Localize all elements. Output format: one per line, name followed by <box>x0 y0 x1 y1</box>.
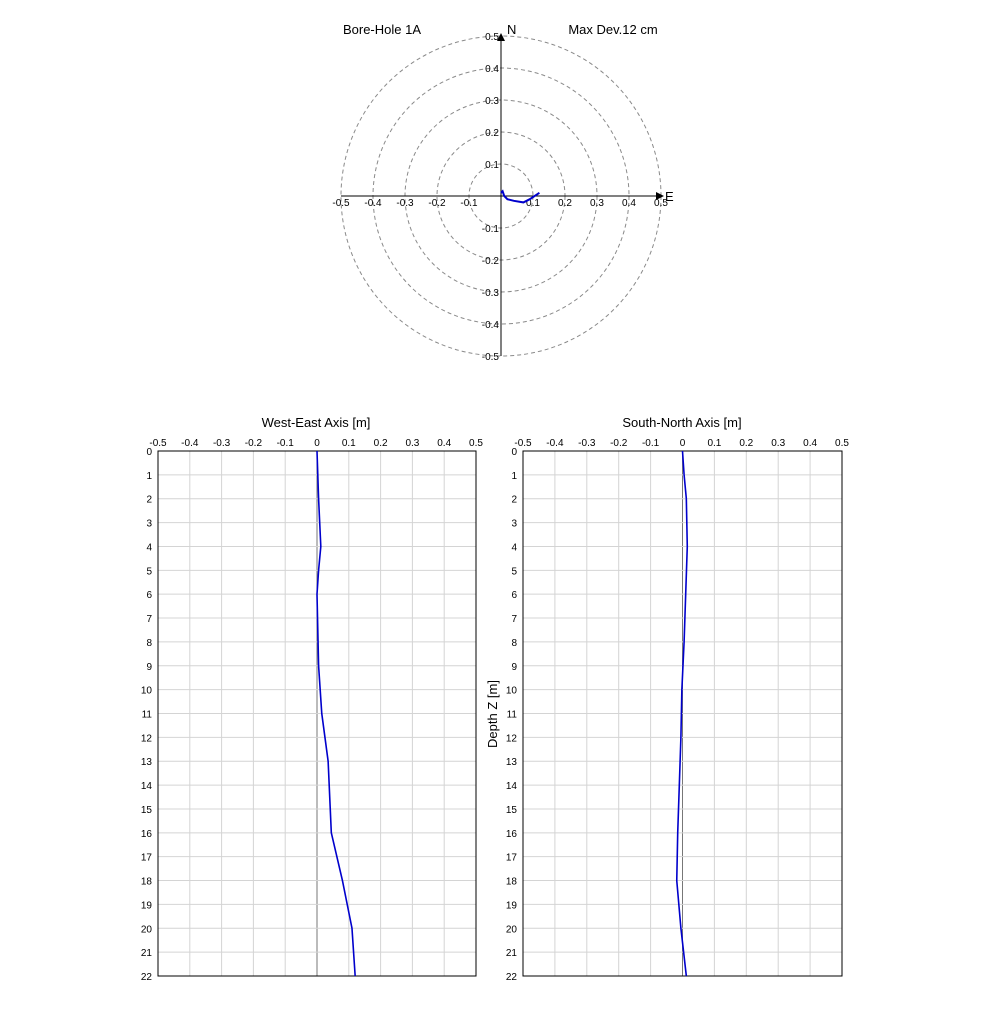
x-tick-label: -0.3 <box>212 438 231 449</box>
south-north-grid <box>523 451 842 976</box>
x-tick-label: 0.1 <box>707 438 722 449</box>
south-north-title: South-North Axis [m] <box>622 415 742 430</box>
x-tick-label: 0.2 <box>739 438 754 449</box>
y-tick-label: 6 <box>146 590 152 602</box>
y-tick-label: 2 <box>511 494 517 506</box>
west-east-title: West-East Axis [m] <box>261 415 371 430</box>
polar-x-tick-label: -0.2 <box>428 198 446 209</box>
x-tick-label: 0.4 <box>803 438 818 449</box>
x-tick-label: -0.5 <box>514 438 532 449</box>
y-tick-label: 14 <box>140 781 152 793</box>
y-tick-label: 10 <box>505 685 517 697</box>
y-tick-label: 1 <box>146 470 152 482</box>
x-tick-label: 0.3 <box>771 438 786 449</box>
x-tick-label: 0.5 <box>469 438 483 449</box>
depth-axis-label: Depth Z [m] <box>485 680 500 748</box>
polar-x-tick-label: 0.2 <box>558 198 572 209</box>
x-tick-label: -0.1 <box>641 438 660 449</box>
polar-y-tick-label: 0.1 <box>485 160 499 171</box>
polar-y-tick-label: 0.3 <box>485 96 499 107</box>
y-tick-label: 4 <box>511 542 517 554</box>
y-tick-label: 12 <box>505 733 517 745</box>
west-east-tick-labels <box>141 438 484 983</box>
y-tick-label: 20 <box>505 924 517 936</box>
y-tick-label: 11 <box>141 709 152 721</box>
x-tick-label: -0.3 <box>578 438 596 449</box>
y-tick-label: 3 <box>511 518 517 530</box>
y-tick-label: 4 <box>146 542 152 554</box>
x-tick-label: 0.5 <box>835 438 849 449</box>
y-tick-label: 13 <box>140 757 152 769</box>
y-tick-label: 5 <box>511 566 517 578</box>
west-east-grid <box>158 451 476 976</box>
x-tick-label: -0.4 <box>546 438 564 449</box>
y-tick-label: 3 <box>146 518 152 530</box>
polar-y-tick-label: -0.3 <box>481 288 499 299</box>
y-tick-label: 9 <box>146 661 152 673</box>
y-tick-label: 13 <box>505 757 517 769</box>
north-label: N <box>507 22 517 37</box>
polar-plot <box>332 22 674 363</box>
polar-y-tick-label: -0.2 <box>481 256 499 267</box>
y-tick-label: 10 <box>140 685 152 697</box>
polar-x-tick-label: -0.3 <box>396 198 414 209</box>
y-tick-label: 22 <box>505 972 517 983</box>
x-tick-label: -0.2 <box>610 438 628 449</box>
y-tick-label: 15 <box>505 804 517 816</box>
y-tick-label: 1 <box>511 470 517 482</box>
y-tick-label: 21 <box>140 948 152 960</box>
polar-x-tick-label: -0.1 <box>460 198 478 209</box>
polar-x-tick-label: -0.5 <box>332 198 350 209</box>
x-tick-label: -0.4 <box>181 438 199 449</box>
polar-x-tick-label: 0.4 <box>622 198 636 209</box>
y-tick-label: 22 <box>140 972 152 983</box>
polar-x-tick-label: 0.1 <box>526 198 540 209</box>
polar-x-tick-label: 0.5 <box>654 198 668 209</box>
y-tick-label: 9 <box>511 661 517 673</box>
x-tick-label: -0.5 <box>149 438 167 449</box>
polar-y-tick-label: -0.1 <box>481 224 499 235</box>
south-north-tick-labels <box>506 438 850 983</box>
y-tick-label: 11 <box>506 709 517 721</box>
x-tick-label: 0.1 <box>341 438 356 449</box>
y-tick-label: 8 <box>511 637 517 649</box>
y-tick-label: 17 <box>505 852 517 864</box>
x-tick-label: -0.2 <box>244 438 263 449</box>
x-tick-label: 0.4 <box>437 438 452 449</box>
polar-x-tick-label: -0.4 <box>364 198 382 209</box>
polar-title-right: Max Dev.12 cm <box>568 22 658 37</box>
x-tick-label: 0.3 <box>405 438 420 449</box>
south-north-plot <box>485 415 849 983</box>
y-tick-label: 15 <box>140 804 152 816</box>
x-tick-label: -0.1 <box>276 438 294 449</box>
y-tick-label: 8 <box>146 637 152 649</box>
y-tick-label: 16 <box>505 828 517 840</box>
x-tick-label: 0 <box>314 438 320 449</box>
polar-tick-labels <box>332 32 668 363</box>
y-tick-label: 2 <box>146 494 152 506</box>
y-tick-label: 5 <box>146 566 152 578</box>
y-tick-label: 7 <box>146 614 152 626</box>
y-tick-label: 0 <box>511 447 517 458</box>
y-tick-label: 12 <box>140 733 152 745</box>
x-tick-label: 0.2 <box>373 438 388 449</box>
y-tick-label: 18 <box>140 876 152 888</box>
x-tick-label: 0 <box>679 438 686 449</box>
y-tick-label: 6 <box>511 590 517 602</box>
polar-x-tick-label: 0.3 <box>590 198 604 209</box>
polar-y-tick-label: 0.5 <box>485 32 499 43</box>
y-tick-label: 21 <box>505 948 517 960</box>
y-tick-label: 20 <box>140 924 152 936</box>
polar-y-tick-label: -0.5 <box>481 352 499 363</box>
polar-y-tick-label: -0.4 <box>481 320 499 331</box>
y-tick-label: 18 <box>505 876 517 888</box>
y-tick-label: 16 <box>140 828 152 840</box>
y-tick-label: 19 <box>505 900 517 912</box>
y-tick-label: 17 <box>140 852 152 864</box>
y-tick-label: 19 <box>140 900 152 912</box>
y-tick-label: 0 <box>146 447 152 458</box>
polar-y-tick-label: 0.2 <box>485 128 499 139</box>
polar-title-left: Bore-Hole 1A <box>342 22 422 37</box>
y-tick-label: 7 <box>511 614 517 626</box>
y-tick-label: 14 <box>505 781 517 793</box>
polar-y-tick-label: 0.4 <box>485 64 499 75</box>
east-label: E <box>665 189 674 204</box>
west-east-plot <box>141 415 484 983</box>
